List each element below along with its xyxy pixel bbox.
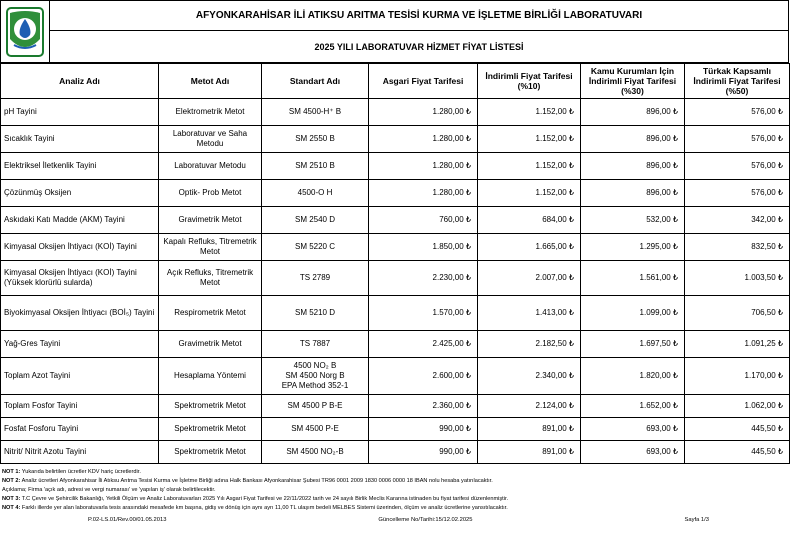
- table-row: [1, 234, 790, 261]
- standard-cell: TS 7887: [262, 331, 369, 358]
- min-price-cell: 1.280,00 ₺: [369, 99, 478, 126]
- discount-10-cell: 2.340,00 ₺: [478, 358, 581, 395]
- method-cell: Elektrometrik Metot: [159, 99, 262, 126]
- price-table: [0, 63, 790, 464]
- table-row: [1, 180, 790, 207]
- discount-10-cell: 1.665,00 ₺: [478, 234, 581, 261]
- min-price-cell: 2.360,00 ₺: [369, 395, 478, 418]
- min-price-cell: 1.280,00 ₺: [369, 126, 478, 153]
- method-cell: Hesaplama Yöntemi: [159, 358, 262, 395]
- discount-30-cell: 1.820,00 ₺: [581, 358, 685, 395]
- discount-50-cell: 1.091,25 ₺: [685, 331, 790, 358]
- update-info: Güncelleme No/Tarihi:15/12.02.2025: [378, 517, 473, 523]
- analysis-cell: Sıcaklık Tayini: [1, 126, 159, 153]
- standard-cell: SM 4500 NO₂-B: [262, 441, 369, 464]
- table-row: [1, 331, 790, 358]
- discount-10-cell: 1.152,00 ₺: [478, 153, 581, 180]
- table-row: [1, 153, 790, 180]
- method-cell: Spektrometrik Metot: [159, 395, 262, 418]
- analysis-cell: pH Tayini: [1, 99, 159, 126]
- discount-10-cell: 1.152,00 ₺: [478, 180, 581, 207]
- discount-50-cell: 1.003,50 ₺: [685, 261, 790, 296]
- note-line: Açıklama; Firma 'açık adı, adresi ve vergi numarası' ve 'yapılan iş' olarak belirtilecektir.: [2, 487, 216, 493]
- discount-50-cell: 576,00 ₺: [685, 99, 790, 126]
- min-price-cell: 1.280,00 ₺: [369, 180, 478, 207]
- analysis-cell: Biyokimyasal Oksijen İhtiyacı (BOİ₅) Tayini: [1, 296, 159, 331]
- method-cell: Optik- Prob Metot: [159, 180, 262, 207]
- standard-cell: SM 2510 B: [262, 153, 369, 180]
- discount-10-cell: 1.152,00 ₺: [478, 126, 581, 153]
- table-row: [1, 99, 790, 126]
- discount-50-cell: 445,50 ₺: [685, 441, 790, 464]
- document-title: AFYONKARAHİSAR İLİ ATIKSU ARITMA TESİSİ KURMA VE İŞLETME BİRLİĞİ LABORATUVARI: [50, 1, 788, 31]
- analysis-cell: Askıdaki Katı Madde (AKM) Tayini: [1, 207, 159, 234]
- col-header-analysis: Analiz Adı: [1, 64, 159, 99]
- standard-cell: 4500 NO₂ B SM 4500 Norg B EPA Method 352-1: [262, 358, 369, 395]
- table-row: [1, 395, 790, 418]
- discount-10-cell: 684,00 ₺: [478, 207, 581, 234]
- discount-50-cell: 576,00 ₺: [685, 180, 790, 207]
- note-line: NOT 2: Analiz ücretleri Afyonkarahisar İli Atıksu Arıtma Tesisi Kurma ve İşletme Birliği adına Halk Bankası Afyonkarahisar Şubesi TR96 0001 2009 1830 0006 0000 18 IBAN nolu hesaba yatırılacaktır.: [2, 478, 493, 484]
- method-cell: Kapalı Refluks, Titremetrik Metot: [159, 234, 262, 261]
- standard-cell: SM 2550 B: [262, 126, 369, 153]
- table-header-row: [1, 64, 790, 99]
- table-row: [1, 126, 790, 153]
- discount-30-cell: 1.295,00 ₺: [581, 234, 685, 261]
- doc-number: P.02-LS.01/Rev.00/01.05.2013: [88, 517, 167, 523]
- analysis-cell: Kimyasal Oksijen İhtiyacı (KOİ) Tayini: [1, 234, 159, 261]
- note-line: NOT 1: Yukarıda belirtilen ücretler KDV hariç ücretlerdir.: [2, 469, 141, 475]
- discount-10-cell: 891,00 ₺: [478, 418, 581, 441]
- discount-30-cell: 1.099,00 ₺: [581, 296, 685, 331]
- discount-30-cell: 1.697,50 ₺: [581, 331, 685, 358]
- logo-cell: [1, 1, 50, 62]
- min-price-cell: 990,00 ₺: [369, 418, 478, 441]
- method-cell: Respirometrik Metot: [159, 296, 262, 331]
- discount-30-cell: 896,00 ₺: [581, 153, 685, 180]
- min-price-cell: 1.570,00 ₺: [369, 296, 478, 331]
- col-header-method: Metot Adı: [159, 64, 262, 99]
- table-row: [1, 261, 790, 296]
- method-cell: Laboratuvar Metodu: [159, 153, 262, 180]
- analysis-cell: Elektriksel İletkenlik Tayini: [1, 153, 159, 180]
- discount-50-cell: 576,00 ₺: [685, 126, 790, 153]
- col-header-discount-30: Kamu Kurumları İçin İndirimli Fiyat Tarifesi (%30): [581, 64, 685, 99]
- min-price-cell: 1.280,00 ₺: [369, 153, 478, 180]
- min-price-cell: 2.230,00 ₺: [369, 261, 478, 296]
- discount-30-cell: 693,00 ₺: [581, 418, 685, 441]
- table-row: [1, 207, 790, 234]
- analysis-cell: Çözünmüş Oksijen: [1, 180, 159, 207]
- min-price-cell: 990,00 ₺: [369, 441, 478, 464]
- method-cell: Gravimetrik Metot: [159, 207, 262, 234]
- discount-30-cell: 1.561,00 ₺: [581, 261, 685, 296]
- discount-10-cell: 1.152,00 ₺: [478, 99, 581, 126]
- table-row: [1, 441, 790, 464]
- analysis-cell: Kimyasal Oksijen İhtiyacı (KOİ) Tayini (Yüksek klorürlü sularda): [1, 261, 159, 296]
- discount-50-cell: 1.170,00 ₺: [685, 358, 790, 395]
- discount-10-cell: 2.124,00 ₺: [478, 395, 581, 418]
- discount-50-cell: 342,00 ₺: [685, 207, 790, 234]
- discount-30-cell: 1.652,00 ₺: [581, 395, 685, 418]
- analysis-cell: Toplam Azot Tayini: [1, 358, 159, 395]
- discount-10-cell: 2.182,50 ₺: [478, 331, 581, 358]
- method-cell: Spektrometrik Metot: [159, 418, 262, 441]
- document-header: [0, 0, 789, 63]
- standard-cell: SM 2540 D: [262, 207, 369, 234]
- discount-50-cell: 832,50 ₺: [685, 234, 790, 261]
- col-header-standard: Standart Adı: [262, 64, 369, 99]
- col-header-min-price: Asgari Fiyat Tarifesi: [369, 64, 478, 99]
- discount-10-cell: 2.007,00 ₺: [478, 261, 581, 296]
- standard-cell: TS 2789: [262, 261, 369, 296]
- document-subtitle: 2025 YILI LABORATUVAR HİZMET FİYAT LİSTESİ: [314, 41, 524, 52]
- municipal-union-emblem-icon: [6, 7, 44, 57]
- analysis-cell: Nitrit/ Nitrit Azotu Tayini: [1, 441, 159, 464]
- col-header-discount-50: Türkak Kapsamlı İndirimli Fiyat Tarifesi (%50): [685, 64, 790, 99]
- standard-cell: SM 4500-H⁺ B: [262, 99, 369, 126]
- standard-cell: 4500-O H: [262, 180, 369, 207]
- analysis-cell: Yağ-Gres Tayini: [1, 331, 159, 358]
- col-header-discount-10: İndirimli Fiyat Tarifesi (%10): [478, 64, 581, 99]
- discount-30-cell: 896,00 ₺: [581, 99, 685, 126]
- method-cell: Açık Refluks, Titremetrik Metot: [159, 261, 262, 296]
- table-row: [1, 358, 790, 395]
- table-row: [1, 418, 790, 441]
- standard-cell: SM 4500 P B-E: [262, 395, 369, 418]
- discount-10-cell: 891,00 ₺: [478, 441, 581, 464]
- standard-cell: SM 5210 D: [262, 296, 369, 331]
- table-row: [1, 296, 790, 331]
- discount-50-cell: 576,00 ₺: [685, 153, 790, 180]
- discount-30-cell: 532,00 ₺: [581, 207, 685, 234]
- analysis-cell: Toplam Fosfor Tayini: [1, 395, 159, 418]
- notes-section: [0, 464, 789, 513]
- discount-50-cell: 1.062,00 ₺: [685, 395, 790, 418]
- discount-50-cell: 706,50 ₺: [685, 296, 790, 331]
- discount-10-cell: 1.413,00 ₺: [478, 296, 581, 331]
- document-footer: [0, 513, 789, 523]
- method-cell: Laboratuvar ve Saha Metodu: [159, 126, 262, 153]
- page-number: Sayfa 1/3: [684, 517, 709, 523]
- discount-30-cell: 693,00 ₺: [581, 441, 685, 464]
- method-cell: Spektrometrik Metot: [159, 441, 262, 464]
- analysis-cell: Fosfat Fosforu Tayini: [1, 418, 159, 441]
- min-price-cell: 2.600,00 ₺: [369, 358, 478, 395]
- min-price-cell: 1.850,00 ₺: [369, 234, 478, 261]
- standard-cell: SM 4500 P-E: [262, 418, 369, 441]
- discount-50-cell: 445,50 ₺: [685, 418, 790, 441]
- discount-30-cell: 896,00 ₺: [581, 180, 685, 207]
- method-cell: Gravimetrik Metot: [159, 331, 262, 358]
- note-line: NOT 4: Farklı illerde yer alan laboratuvarla tesis arasındaki mesafede km başına, gidiş ve dönüş için aynı ayrı 11,00 TL ulaşım bedeli MELBES Sistemi üzerinden, ölçüm ve analiz ücretlerine yansıtılacaktır.: [2, 505, 508, 511]
- min-price-cell: 2.425,00 ₺: [369, 331, 478, 358]
- discount-30-cell: 896,00 ₺: [581, 126, 685, 153]
- standard-cell: SM 5220 C: [262, 234, 369, 261]
- note-line: NOT 3: T.C Çevre ve Şehircilik Bakanlığı, Yetkili Ölçüm ve Analiz Laboratuvarları 2025 Yılı Asgari Fiyat Tarifesi ve 22/11/2022 tarih ve 24 sayılı Birlik Meclis Kararına istinaden bu fiyat tarifesi düzenlenmiştir.: [2, 496, 509, 502]
- min-price-cell: 760,00 ₺: [369, 207, 478, 234]
